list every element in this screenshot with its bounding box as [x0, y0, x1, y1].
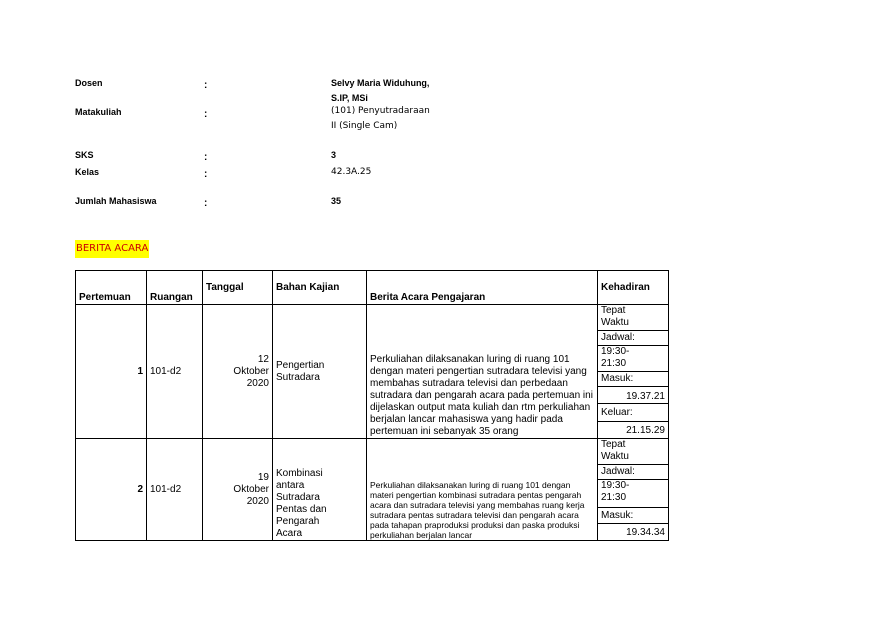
row1-status-line1: Tepat [601, 305, 626, 316]
header-berita-acara: Berita Acara Pengajaran [367, 271, 598, 305]
row2-bahan-line4: Pentas dan [276, 504, 327, 515]
row2-masuk-label: Masuk: [598, 508, 668, 524]
header-bahan-kajian: Bahan Kajian [273, 271, 367, 305]
row2-bahan-kajian [273, 439, 367, 541]
header-tanggal: Tanggal [203, 271, 273, 305]
row2-berita-acara: Perkuliahan dilaksanakan luring di ruang 101 dengan materi pengertian kombinasi sutradara pentas pengarah acara dan sutradara televisi yang membahas ruang kerja sutradara pentas sutradara televisi dan pengarah acara pada tahapan praproduksi produksi dan paska produksi perkuliahan berjalan lancar [367, 439, 598, 541]
row1-jadwal-line1: 19:30- [601, 346, 630, 357]
row1-status [598, 305, 668, 331]
row2-masuk-value: 19.34.34 [626, 527, 665, 538]
row1-bahan-line1: Pengertian [276, 359, 325, 371]
matakuliah-value-line1: (101) Penyutradaraan [331, 106, 430, 116]
row1-kehadiran [598, 305, 669, 439]
jumlah-mahasiswa-value: 35 [331, 196, 342, 206]
row2-bahan-line2: antara [276, 480, 305, 491]
row1-bahan-line2: Sutradara [276, 371, 320, 383]
dosen-value-line2: S.IP, MSi [331, 93, 368, 103]
row2-bahan-line5: Pengarah [276, 516, 320, 527]
row1-tanggal-month: Oktober [233, 365, 269, 377]
table-row [76, 305, 669, 439]
row1-masuk-value: 19.37.21 [598, 387, 668, 404]
row2-jadwal [598, 480, 668, 508]
header-ruangan: Ruangan [147, 271, 203, 305]
row2-pertemuan: 2 [76, 439, 147, 541]
kelas-colon: : [204, 169, 208, 180]
row2-jadwal-line2: 21:30 [601, 492, 627, 503]
row1-jadwal [598, 346, 668, 372]
row2-jadwal-line1: 19:30- [601, 480, 630, 491]
section-title: BERITA ACARA [75, 240, 149, 258]
row2-status-line2: Waktu [601, 451, 629, 462]
row1-masuk-label: Masuk: [598, 372, 668, 387]
row1-pertemuan: 1 [76, 305, 147, 439]
row1-tanggal-year: 2020 [246, 377, 269, 389]
row1-jadwal-label: Jadwal: [598, 331, 668, 346]
row2-tanggal [203, 439, 273, 541]
table-row [76, 439, 669, 541]
dosen-label: Dosen [75, 78, 103, 88]
sks-value: 3 [331, 150, 337, 160]
sks-colon: : [204, 152, 208, 163]
berita-acara-table [75, 270, 669, 541]
jumlah-mahasiswa-colon: : [204, 198, 208, 209]
header-kehadiran: Kehadiran [598, 271, 669, 305]
row2-tanggal-day: 19 [257, 471, 269, 483]
table-header-row [76, 271, 669, 305]
row2-ruangan: 101-d2 [147, 439, 203, 541]
dosen-colon: : [204, 80, 208, 91]
row1-tanggal [203, 305, 273, 439]
matakuliah-colon: : [204, 109, 208, 120]
row1-keluar-label: Keluar: [598, 404, 668, 422]
row2-bahan-line3: Sutradara [276, 492, 320, 503]
row2-status-line1: Tepat [601, 439, 626, 450]
row2-bahan-line6: Acara [276, 528, 303, 539]
kelas-value: 42.3A.25 [331, 167, 372, 177]
row2-status [598, 439, 668, 465]
row2-bahan-line1: Kombinasi [276, 468, 323, 479]
row2-tanggal-year: 2020 [246, 495, 269, 507]
matakuliah-value-line2: II (Single Cam) [331, 121, 398, 131]
row2-jadwal-label: Jadwal: [598, 465, 668, 480]
jumlah-mahasiswa-label: Jumlah Mahasiswa [75, 196, 157, 206]
row2-tanggal-month: Oktober [233, 483, 269, 495]
dosen-value-line1: Selvy Maria Widuhung, [331, 78, 430, 88]
row1-bahan-kajian [273, 305, 367, 439]
sks-label: SKS [75, 150, 94, 160]
matakuliah-label: Matakuliah [75, 107, 122, 117]
row1-berita-acara: Perkuliahan dilaksanakan luring di ruang 101 dengan materi pengertian sutradara televisi yang membahas sutradara televisi dan perbedaan sutradara dan pengarah acara pada pertemuan ini dijelaskan output mata kuliah dan rtm perkuliahan berjalan lancar mahasiswa yang hadir pada pertemuan ini sebanyak 35 orang [367, 305, 598, 439]
row1-keluar-value: 21.15.29 [626, 425, 665, 436]
row1-status-line2: Waktu [601, 317, 629, 328]
kelas-label: Kelas [75, 167, 100, 177]
row1-tanggal-day: 12 [257, 353, 269, 365]
row2-kehadiran [598, 439, 669, 541]
row1-jadwal-line2: 21:30 [601, 358, 627, 369]
row1-ruangan: 101-d2 [147, 305, 203, 439]
header-pertemuan: Pertemuan [76, 271, 147, 305]
